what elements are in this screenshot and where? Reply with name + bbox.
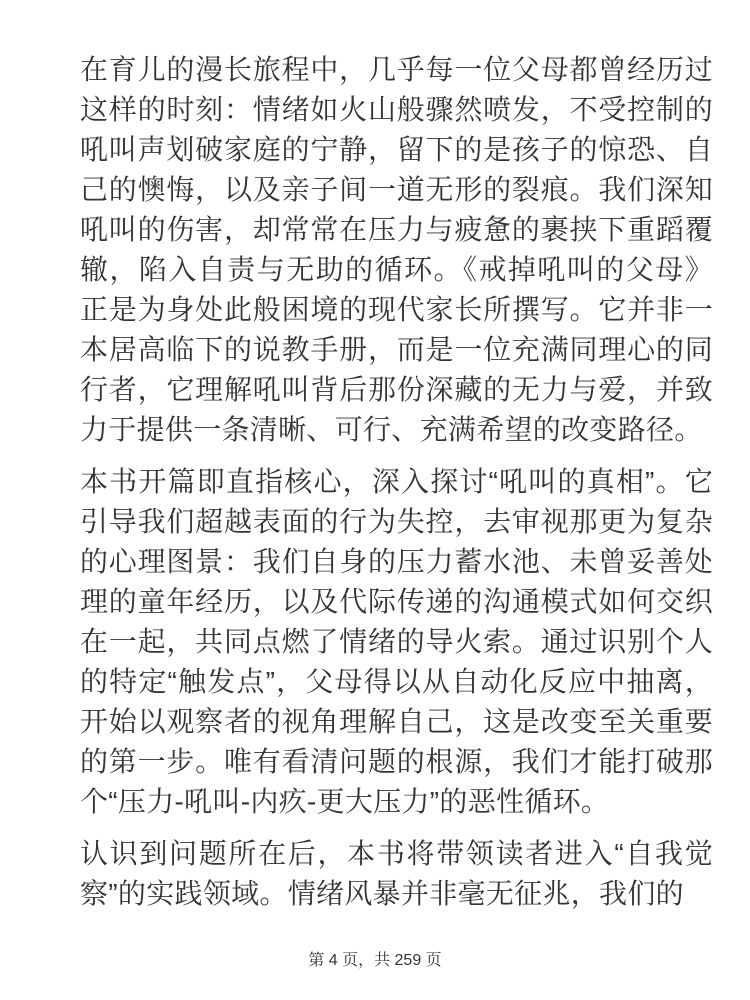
paragraph: 本书开篇即直指核心，深入探讨“吼叫的真相”。它引导我们超越表面的行为失控，去审视那更为复杂的心理图景：我们自身的压力蓄水池、未曾妥善处理的童年经历，以及代际传递的沟通模式如何交织在一起，共同点燃了情绪的导火索。通过识别个人的特定“触发点”，父母得以从自动化反应中抽离，开始以观察者的视角理解自己，这是改变至关重要的第一步。唯有看清问题的根源，我们才能打破那个“压力-吼叫-内疚-更大压力”的恶性循环。 [80, 466, 713, 817]
paragraph: 在育儿的漫长旅程中，几乎每一位父母都曾经历过这样的时刻：情绪如火山般骤然喷发，不受控制的吼叫声划破家庭的宁静，留下的是孩子的惊恐、自己的懊悔，以及亲子间一道无形的裂痕。我们深知吼叫的伤害，却常常在压力与疲惫的裹挟下重蹈覆辙，陷入自责与无助的循环。《戒掉吼叫的父母》正是为身处此般困境的现代家长所撰写。它并非一本居高临下的说教手册，而是一位充满同理心的同行者，它理解吼叫背后那份深藏的无力与爱，并致力于提供一条清晰、可行、充满希望的改变路径。 [80, 54, 713, 445]
page-number-footer: 第 4 页，共 259 页 [308, 952, 442, 969]
paragraph: 认识到问题所在后，本书将带领读者进入“自我觉察”的实践领域。情绪风暴并非毫无征兆，我们的 [80, 838, 713, 909]
